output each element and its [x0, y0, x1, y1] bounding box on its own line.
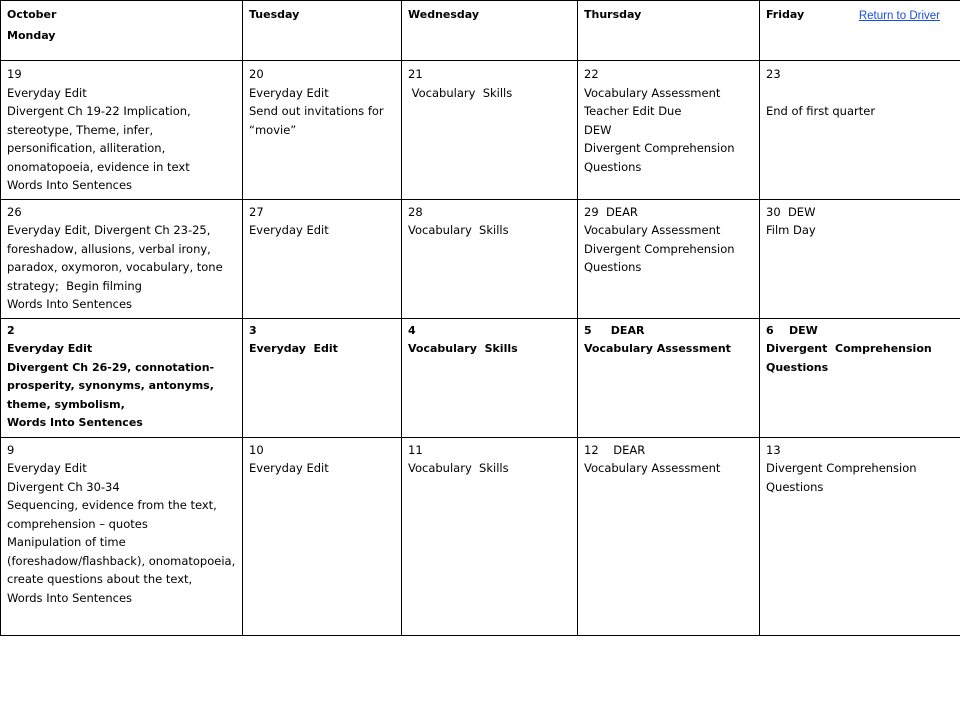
day-number: 23 — [766, 67, 781, 81]
agenda-line: Everyday Edit — [249, 461, 329, 475]
agenda-line: Words Into Sentences — [7, 178, 133, 192]
day-number: 2 — [7, 323, 15, 337]
agenda-line: Divergent Comprehension Questions — [584, 241, 739, 274]
day-cell-tuesday — [243, 61, 402, 200]
day-number: 26 — [7, 204, 22, 219]
day-cell-thursday — [578, 199, 760, 318]
week-row-3 — [1, 318, 960, 437]
day-number: 27 — [249, 204, 264, 219]
day-cell-friday — [760, 61, 960, 200]
day-cell-monday — [1, 318, 243, 437]
header-wednesday — [402, 1, 578, 61]
day-number: 19 — [7, 67, 22, 81]
agenda-line: Everyday Edit — [7, 342, 93, 355]
agenda-line: Vocabulary Skills — [408, 461, 509, 475]
day-number: 20 — [249, 67, 264, 81]
day-number: 30 DEW — [766, 204, 816, 219]
day-cell-thursday — [578, 437, 760, 635]
day-cell-wednesday — [402, 199, 578, 318]
agenda-line: Words Into Sentences — [7, 590, 133, 605]
month-label: October — [7, 8, 57, 21]
agenda-line: Divergent Ch 26-29, connotation-prosperity, synonyms, antonyms, theme, symbolism, — [7, 360, 218, 411]
day-cell-wednesday — [402, 61, 578, 200]
week-row-1 — [1, 61, 960, 200]
day-number: 5 DEAR — [584, 323, 645, 337]
week-row-2 — [1, 199, 960, 318]
agenda-line: Divergent Comprehension Questions — [766, 342, 936, 374]
day-number: 21 — [408, 67, 423, 81]
header-tuesday — [243, 1, 402, 61]
day-number: 6 DEW — [766, 323, 818, 337]
day-cell-thursday — [578, 318, 760, 437]
agenda-line: Sequencing, evidence from the text, comprehension – quotes — [7, 498, 221, 531]
agenda-line: Divergent Ch 19-22 Implication, stereotype, Theme, infer, personification, alliteration, onomatopoeia, evidence in text — [7, 104, 195, 174]
day-cell-tuesday — [243, 318, 402, 437]
agenda-line: Everyday Edit — [249, 342, 338, 355]
day-label-monday: Monday — [7, 29, 56, 42]
day-cell-tuesday — [243, 437, 402, 635]
agenda-line: End of first quarter — [766, 104, 876, 118]
day-number: 11 — [408, 442, 423, 457]
header-row — [1, 1, 960, 61]
agenda-line: Vocabulary Assessment — [584, 461, 721, 475]
agenda-line: Vocabulary Skills — [408, 223, 509, 237]
day-number: 10 — [249, 442, 264, 457]
agenda-line: Vocabulary Skills — [408, 85, 513, 100]
agenda-line: Teacher Edit Due — [584, 104, 682, 118]
day-number: 9 — [7, 442, 15, 457]
agenda-line — [766, 84, 954, 103]
day-number: 29 DEAR — [584, 204, 638, 219]
agenda-line: Divergent Comprehension Questions — [766, 461, 921, 494]
day-cell-friday — [760, 318, 960, 437]
agenda-line: Words Into Sentences — [7, 297, 133, 311]
day-number: 13 — [766, 442, 781, 457]
agenda-line: Vocabulary Assessment — [584, 342, 731, 355]
day-number: 3 — [249, 323, 257, 337]
agenda-line: Divergent Ch 30-34 — [7, 479, 120, 494]
agenda-line: DEW — [584, 122, 612, 137]
header-monday — [1, 1, 243, 61]
header-thursday — [578, 1, 760, 61]
agenda-line: Divergent Comprehension Questions — [584, 141, 739, 174]
agenda-line: Everyday Edit — [249, 85, 329, 100]
day-number: 22 — [584, 67, 599, 81]
day-number: 12 DEAR — [584, 442, 646, 457]
day-cell-thursday — [578, 61, 760, 200]
day-cell-monday — [1, 61, 243, 200]
day-number: 4 — [408, 323, 416, 337]
agenda-line: Vocabulary Assessment — [584, 223, 721, 237]
day-number: 28 — [408, 204, 423, 219]
header-friday — [760, 1, 960, 61]
agenda-line: Film Day — [766, 223, 816, 237]
return-to-driver-link[interactable]: Return to Driver — [858, 10, 940, 22]
day-label-thursday: Thursday — [584, 8, 642, 21]
day-label-wednesday: Wednesday — [408, 8, 480, 21]
day-cell-friday — [760, 199, 960, 318]
day-label-tuesday: Tuesday — [249, 8, 300, 21]
agenda-line: Everyday Edit — [7, 85, 87, 100]
agenda-line: Everyday Edit, Divergent Ch 23-25, foreshadow, allusions, verbal irony, paradox, oxymoron, vocabulary, tone strategy; Begin filming — [7, 223, 227, 293]
agenda-line: Send out invitations for “movie” — [249, 104, 388, 137]
agenda-line: Vocabulary Assessment — [584, 85, 721, 100]
day-cell-tuesday — [243, 199, 402, 318]
agenda-line: Everyday Edit — [249, 223, 329, 237]
agenda-line: Everyday Edit — [7, 461, 87, 475]
day-cell-friday — [760, 437, 960, 635]
agenda-line: Manipulation of time (foreshadow/flashback), onomatopoeia, create questions about the text, — [7, 535, 239, 586]
day-cell-wednesday — [402, 318, 578, 437]
agenda-line: Vocabulary Skills — [408, 342, 518, 355]
week-row-4 — [1, 437, 960, 635]
day-cell-monday — [1, 199, 243, 318]
day-cell-wednesday — [402, 437, 578, 635]
day-cell-monday — [1, 437, 243, 635]
day-label-friday: Friday — [766, 8, 805, 21]
agenda-line: Words Into Sentences — [7, 416, 143, 429]
